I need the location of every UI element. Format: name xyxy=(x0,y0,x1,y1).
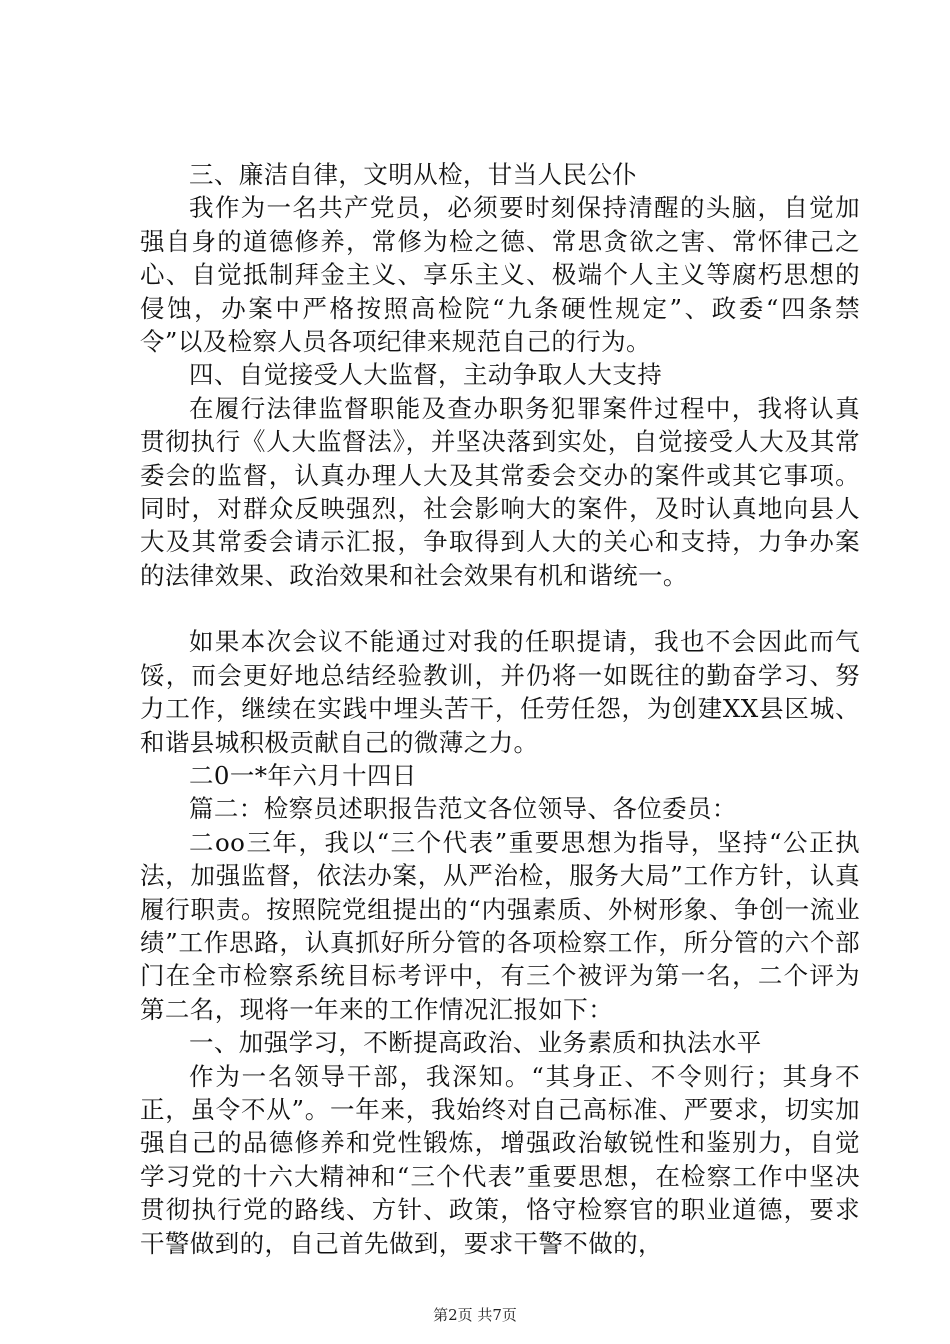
page-number-footer: 第2页 共7页 xyxy=(433,1306,517,1324)
body-paragraph: 在履行法律监督职能及查办职务犯罪案件过程中，我将认真贯彻执行《人大监督法》，并坚决落到实处，自觉接受人大及其常委会的监督，认真办理人大及其常委会交办的案件或其它事项。同时，对群众反映强烈，社会影响大的案件，及时认真地向县人大及其常委会请示汇报，争取得到人大的关心和支持，力争办案的法律效果、政治效果和社会效果有机和谐统一。 xyxy=(140,393,860,590)
body-paragraph: 二oo三年，我以“三个代表”重要思想为指导，坚持“公正执法，加强监督，依法办案，从严治检，服务大局”工作方针，认真履行职责。按照院党组提出的“内强素质、外树形象、争创一流业绩”工作思路，认真抓好所分管的各项检察工作，所分管的六个部门在全市检察系统目标考评中，有三个被评为第一名，二个评为第二名，现将一年来的工作情况汇报如下： xyxy=(140,827,860,1024)
date-line: 二0一*年六月十四日 xyxy=(189,760,417,790)
body-paragraph: 我作为一名共产党员，必须要时刻保持清醒的头脑，自觉加强自身的道德修养，常修为检之德、常思贪欲之害、常怀律己之心、自觉抵制拜金主义、享乐主义、极端个人主义等腐朽思想的侵蚀，办案中严格按照高检院“九条硬性规定”、政委“四条禁令”以及检察人员各项纪律来规范自己的行为。 xyxy=(140,193,860,357)
section-heading-3: 三、廉洁自律，文明从检，甘当人民公仆 xyxy=(189,160,638,189)
paragraph-gap xyxy=(140,592,860,625)
body-paragraph: 如果本次会议不能通过对我的任职提请，我也不会因此而气馁，而会更好地总结经验教训，并仍将一如既往的勤奋学习、努力工作，继续在实践中埋头苦干，任劳任怨，为创建XX县区城、和谐县城积极贡献自己的微薄之力。 xyxy=(140,627,860,757)
section-heading-1: 一、加强学习，不断提高政治、业务素质和执法水平 xyxy=(189,1028,762,1058)
chapter-heading: 篇二：检察员述职报告范文各位领导、各位委员： xyxy=(189,794,737,824)
section-heading-4: 四、自觉接受人大监督，主动争取人大支持 xyxy=(189,360,663,390)
document-body xyxy=(140,158,860,1260)
body-paragraph: 作为一名领导干部，我深知。“其身正、不令则行；其身不正，虽令不从”。一年来，我始终对自己高标准、严要求，切实加强自己的品德修养和党性锻炼，增强政治敏锐性和鉴别力，自觉学习党的十六大精神和“三个代表”重要思想，在检察工作中坚决贯彻执行党的路线、方针、政策，恪守检察官的职业道德，要求干警做到的，自己首先做到，要求干警不做的， xyxy=(140,1061,860,1258)
